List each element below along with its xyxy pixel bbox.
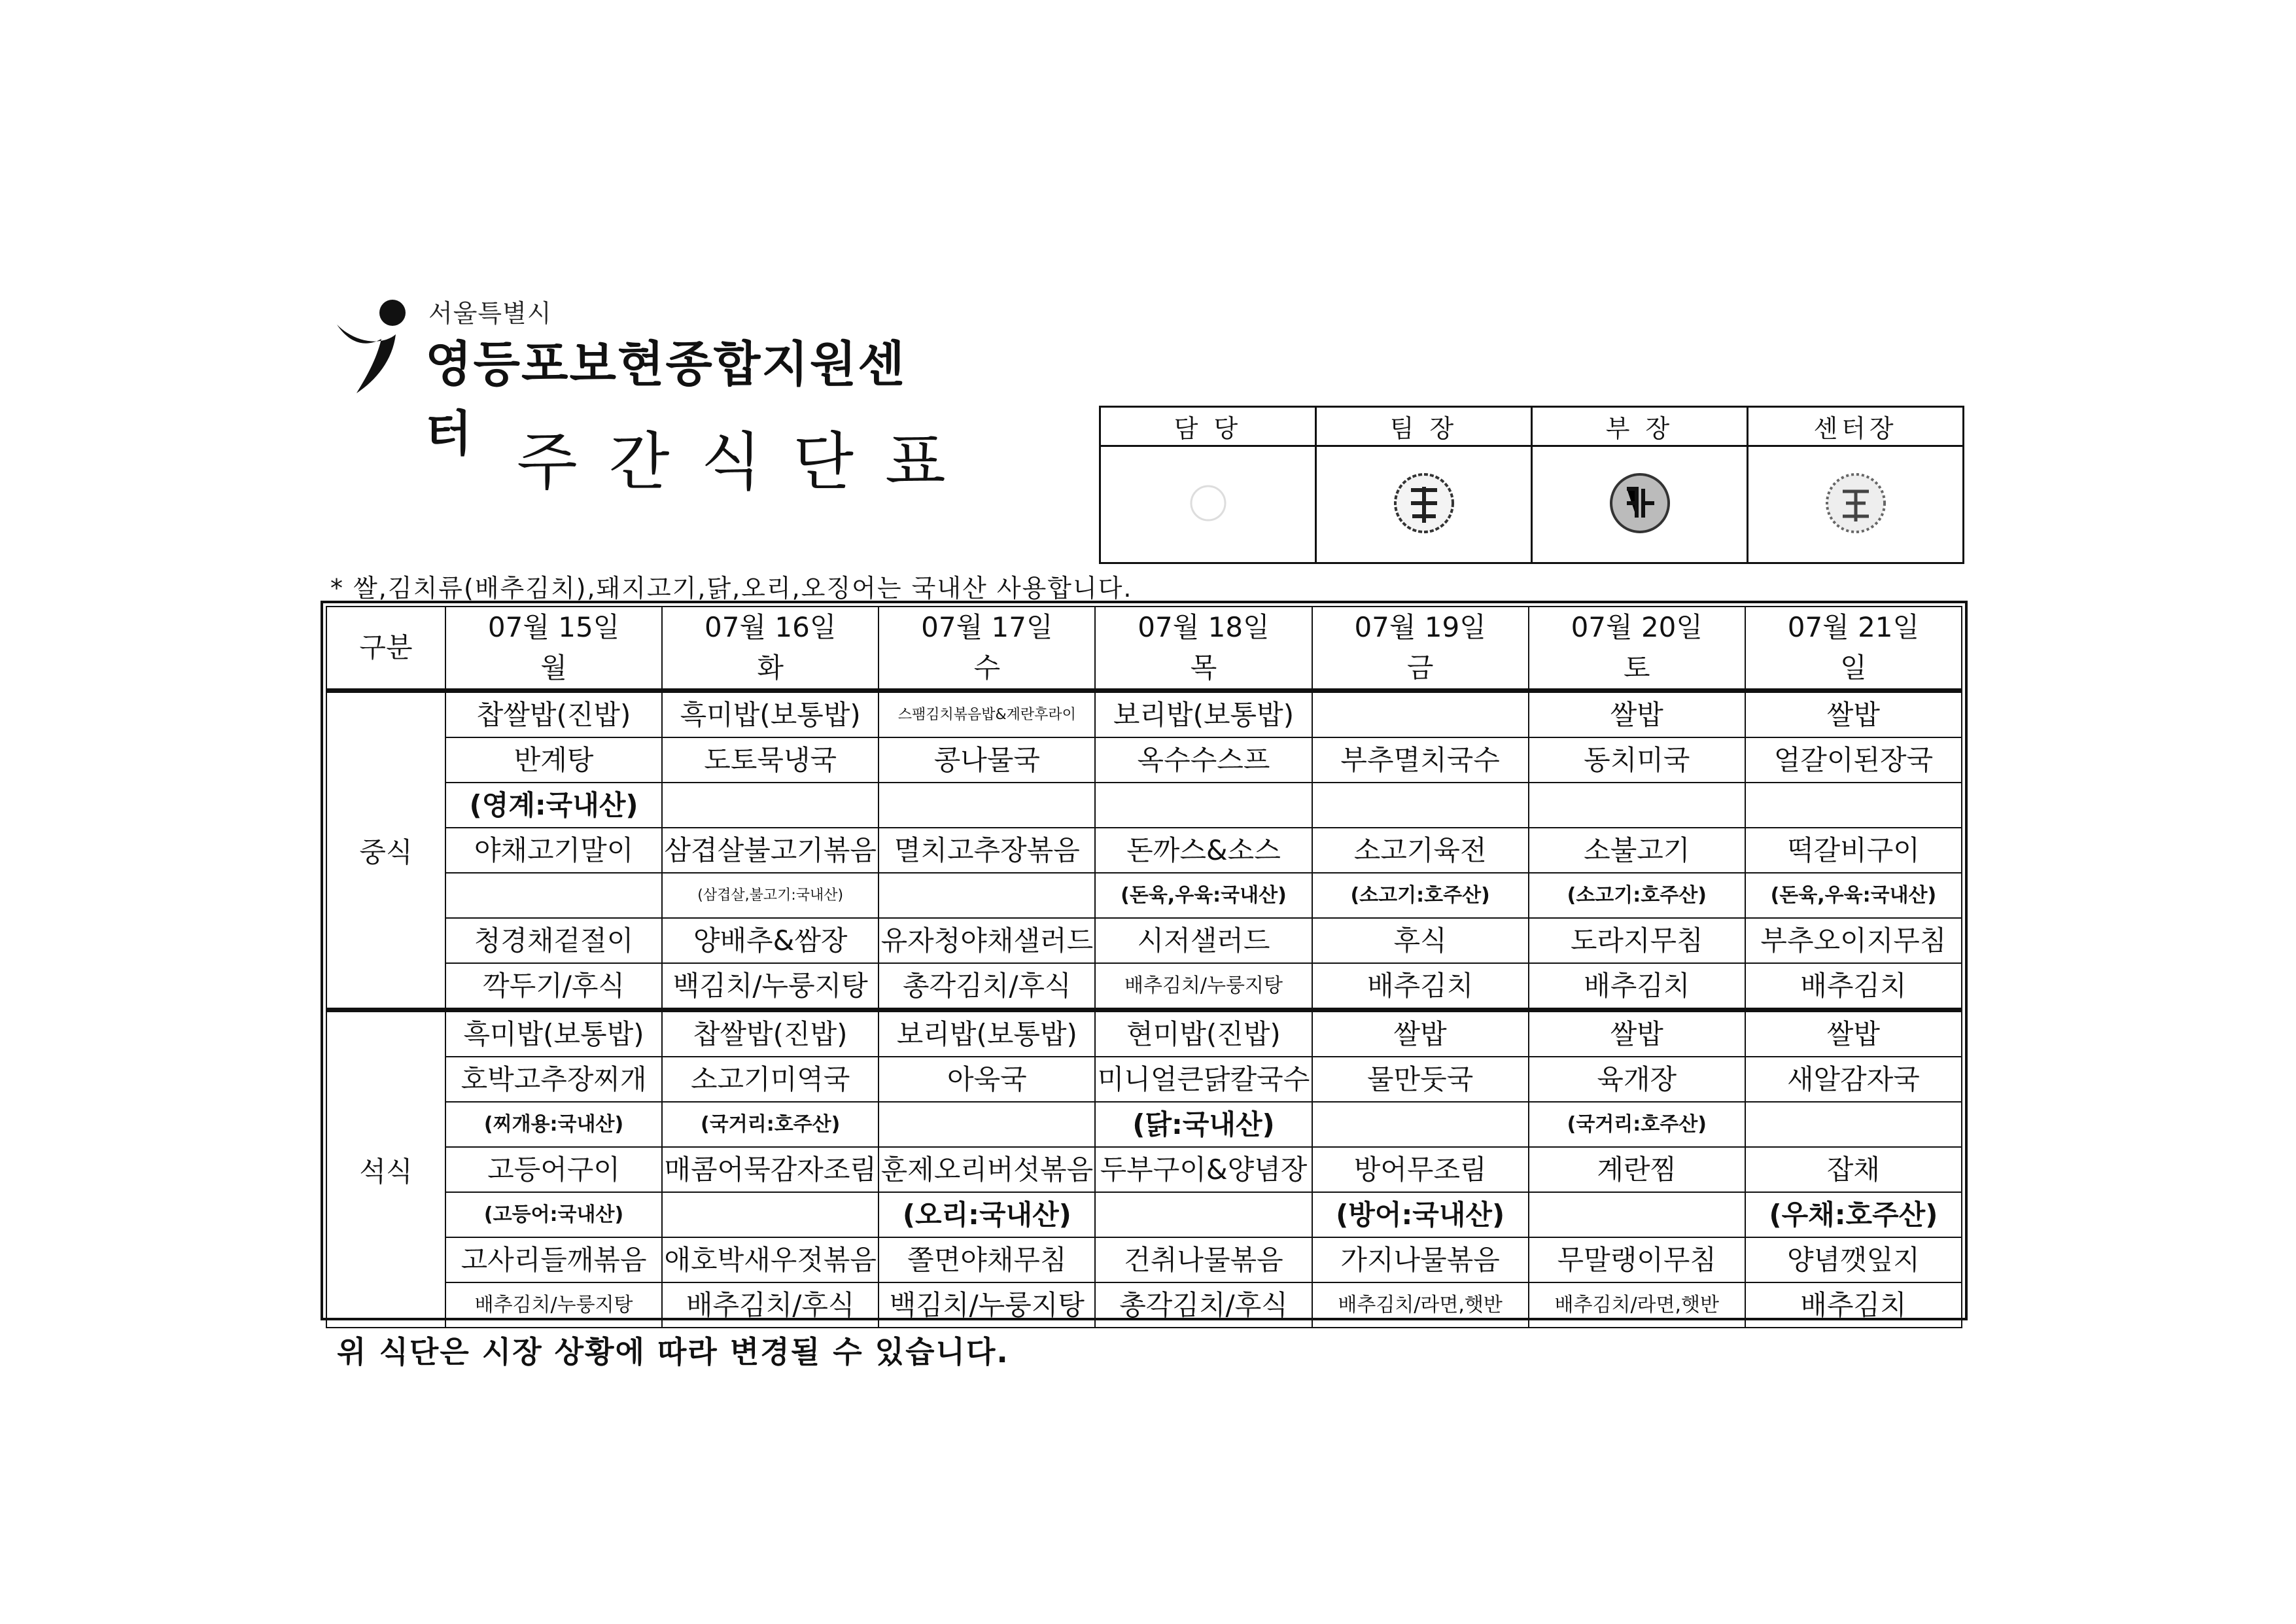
menu-item: 삼겹살불고기볶음 — [662, 828, 878, 873]
menu-item: 부추오이지무침 — [1745, 918, 1962, 963]
menu-item: (영계:국내산) — [445, 783, 662, 828]
menu-item: 시저샐러드 — [1095, 918, 1312, 963]
menu-item — [1095, 1192, 1312, 1237]
approval-role-manager: 부 장 — [1532, 407, 1748, 446]
org-logo-icon — [330, 298, 412, 397]
day-header — [1312, 607, 1529, 691]
menu-item: 멸치고추장볶음 — [878, 828, 1095, 873]
menu-item: 유자청야채샐러드 — [878, 918, 1095, 963]
menu-item: (돈육,우육:국내산) — [1095, 873, 1312, 918]
menu-item: 쌀밥 — [1529, 1010, 1745, 1057]
menu-item: 콩나물국 — [878, 737, 1095, 783]
menu-item: 보리밥(보통밥) — [878, 1010, 1095, 1057]
menu-item: 돈까스&소스 — [1095, 828, 1312, 873]
category-header: 구분 — [326, 607, 445, 691]
day-header — [1529, 607, 1745, 691]
day-weekday: 화 — [757, 652, 784, 684]
menu-item — [1312, 1102, 1529, 1147]
menu-item: 소고기육전 — [1312, 828, 1529, 873]
menu-item: 총각김치/후식 — [1095, 1282, 1312, 1328]
menu-item: 현미밥(진밥) — [1095, 1010, 1312, 1057]
menu-item: 도라지무침 — [1529, 918, 1745, 963]
menu-item: (삼겹살,불고기:국내산) — [662, 873, 878, 918]
menu-item: (국거리:호주산) — [662, 1102, 878, 1147]
menu-item — [1312, 691, 1529, 738]
day-date: 07월 15일 — [487, 611, 620, 643]
menu-item: 백김치/누룽지탕 — [878, 1282, 1095, 1328]
day-date: 07월 18일 — [1138, 611, 1270, 643]
menu-item — [878, 1102, 1095, 1147]
menu-item: 새알감자국 — [1745, 1057, 1962, 1102]
menu-item: 양배추&쌈장 — [662, 918, 878, 963]
menu-item — [445, 873, 662, 918]
menu-item — [878, 873, 1095, 918]
day-date: 07월 21일 — [1787, 611, 1920, 643]
approval-box — [1099, 406, 1964, 564]
menu-item: 계란찜 — [1529, 1147, 1745, 1192]
menu-item: 흑미밥(보통밥) — [662, 691, 878, 738]
menu-item: 옥수수스프 — [1095, 737, 1312, 783]
menu-item: 양념깻잎지 — [1745, 1237, 1962, 1282]
menu-item: 야채고기말이 — [445, 828, 662, 873]
menu-item: 얼갈이된장국 — [1745, 737, 1962, 783]
menu-item: (닭:국내산) — [1095, 1102, 1312, 1147]
day-weekday: 수 — [973, 652, 1001, 684]
menu-item: 무말랭이무침 — [1529, 1237, 1745, 1282]
menu-item: 물만둣국 — [1312, 1057, 1529, 1102]
menu-item: (오리:국내산) — [878, 1192, 1095, 1237]
menu-item: 가지나물볶음 — [1312, 1237, 1529, 1282]
menu-item: (우채:호주산) — [1745, 1192, 1962, 1237]
menu-item: (고등어:국내산) — [445, 1192, 662, 1237]
menu-item — [1745, 1102, 1962, 1147]
day-weekday: 일 — [1840, 652, 1867, 684]
seal-stamp-icon — [1391, 470, 1457, 536]
day-header — [445, 607, 662, 691]
menu-item: 배추김치/후식 — [662, 1282, 878, 1328]
menu-item: 쌀밥 — [1312, 1010, 1529, 1057]
menu-item — [1529, 1192, 1745, 1237]
menu-item: 훈제오리버섯볶음 — [878, 1147, 1095, 1192]
menu-item: 소고기미역국 — [662, 1057, 878, 1102]
origin-note: * 쌀,김치류(배추김치),돼지고기,닭,오리,오징어는 국내산 사용합니다. — [330, 574, 1133, 603]
page-title: 주간식단표 — [517, 425, 977, 499]
menu-item: 미니얼큰닭칼국수 — [1095, 1057, 1312, 1102]
menu-item: 흑미밥(보통밥) — [445, 1010, 662, 1057]
menu-item: (찌개용:국내산) — [445, 1102, 662, 1147]
day-weekday: 월 — [540, 652, 567, 684]
approval-seal-team-lead — [1316, 446, 1532, 563]
menu-item — [1529, 783, 1745, 828]
seal-stamp-icon — [1607, 470, 1673, 536]
menu-item: 두부구이&양념장 — [1095, 1147, 1312, 1192]
day-date: 07월 16일 — [704, 611, 837, 643]
approval-seal-director — [1748, 446, 1964, 563]
day-date: 07월 19일 — [1354, 611, 1486, 643]
menu-item: 청경채겉절이 — [445, 918, 662, 963]
menu-item: 백김치/누룽지탕 — [662, 963, 878, 1010]
menu-item: 방어무조림 — [1312, 1147, 1529, 1192]
menu-item: 잡채 — [1745, 1147, 1962, 1192]
menu-item: 깍두기/후식 — [445, 963, 662, 1010]
menu-item: 쫄면야채무침 — [878, 1237, 1095, 1282]
meal-category: 중식 — [326, 691, 445, 1010]
approval-seal-staff — [1100, 446, 1316, 563]
menu-item — [1745, 783, 1962, 828]
menu-item — [878, 783, 1095, 828]
day-weekday: 토 — [1623, 652, 1650, 684]
menu-item: 배추김치/누룽지탕 — [1095, 963, 1312, 1010]
menu-item: 반계탕 — [445, 737, 662, 783]
menu-item: 배추김치 — [1745, 1282, 1962, 1328]
menu-item — [662, 1192, 878, 1237]
menu-item: 육개장 — [1529, 1057, 1745, 1102]
weekly-menu-table — [326, 606, 1962, 1328]
footer-notice: 위 식단은 시장 상황에 따라 변경될 수 있습니다. — [337, 1334, 1009, 1369]
approval-role-staff: 담 당 — [1100, 407, 1316, 446]
menu-item: (돈육,우육:국내산) — [1745, 873, 1962, 918]
menu-item: 아욱국 — [878, 1057, 1095, 1102]
day-header — [878, 607, 1095, 691]
logo-org-name: 영등포보현종합지원센터 — [425, 336, 906, 462]
day-weekday: 목 — [1190, 652, 1217, 684]
menu-item: 쌀밥 — [1745, 1010, 1962, 1057]
menu-item: 배추김치/라면,햇반 — [1529, 1282, 1745, 1328]
approval-role-team-lead: 팀 장 — [1316, 407, 1532, 446]
menu-item: 떡갈비구이 — [1745, 828, 1962, 873]
menu-item: 총각김치/후식 — [878, 963, 1095, 1010]
menu-item: 스팸김치볶음밥&계란후라이 — [878, 691, 1095, 738]
menu-item: 동치미국 — [1529, 737, 1745, 783]
day-weekday: 금 — [1406, 652, 1434, 684]
approval-role-director: 센터장 — [1748, 407, 1964, 446]
menu-item: 애호박새우젓볶음 — [662, 1237, 878, 1282]
menu-item: 보리밥(보통밥) — [1095, 691, 1312, 738]
menu-item: 부추멸치국수 — [1312, 737, 1529, 783]
day-date: 07월 20일 — [1571, 611, 1703, 643]
menu-item: 건취나물볶음 — [1095, 1237, 1312, 1282]
menu-item: 배추김치 — [1529, 963, 1745, 1010]
menu-item: 배추김치/누룽지탕 — [445, 1282, 662, 1328]
menu-item: (국거리:호주산) — [1529, 1102, 1745, 1147]
menu-item: (방어:국내산) — [1312, 1192, 1529, 1237]
menu-item: 고사리들깨볶음 — [445, 1237, 662, 1282]
menu-item: 배추김치 — [1745, 963, 1962, 1010]
day-header — [1095, 607, 1312, 691]
menu-table-frame — [321, 601, 1968, 1320]
menu-item: 배추김치 — [1312, 963, 1529, 1010]
logo-city-text: 서울특별시 — [428, 299, 552, 328]
day-header — [662, 607, 878, 691]
menu-item: 배추김치/라면,햇반 — [1312, 1282, 1529, 1328]
menu-item: 소불고기 — [1529, 828, 1745, 873]
menu-item: 쌀밥 — [1529, 691, 1745, 738]
menu-item: (소고기:호주산) — [1312, 873, 1529, 918]
org-logo — [330, 293, 919, 462]
menu-item: 찹쌀밥(진밥) — [662, 1010, 878, 1057]
menu-item: 쌀밥 — [1745, 691, 1962, 738]
menu-item: 후식 — [1312, 918, 1529, 963]
menu-item — [1312, 783, 1529, 828]
menu-item — [662, 783, 878, 828]
faint-seal-icon — [1189, 484, 1228, 523]
day-header — [1745, 607, 1962, 691]
menu-item: 고등어구이 — [445, 1147, 662, 1192]
menu-item: 호박고추장찌개 — [445, 1057, 662, 1102]
menu-item: 찹쌀밥(진밥) — [445, 691, 662, 738]
day-date: 07월 17일 — [921, 611, 1053, 643]
menu-item: 매콤어묵감자조림 — [662, 1147, 878, 1192]
menu-item — [1095, 783, 1312, 828]
meal-category: 석식 — [326, 1010, 445, 1328]
menu-item: (소고기:호주산) — [1529, 873, 1745, 918]
menu-item: 도토묵냉국 — [662, 737, 878, 783]
approval-seal-manager — [1532, 446, 1748, 563]
seal-stamp-icon — [1823, 470, 1888, 536]
